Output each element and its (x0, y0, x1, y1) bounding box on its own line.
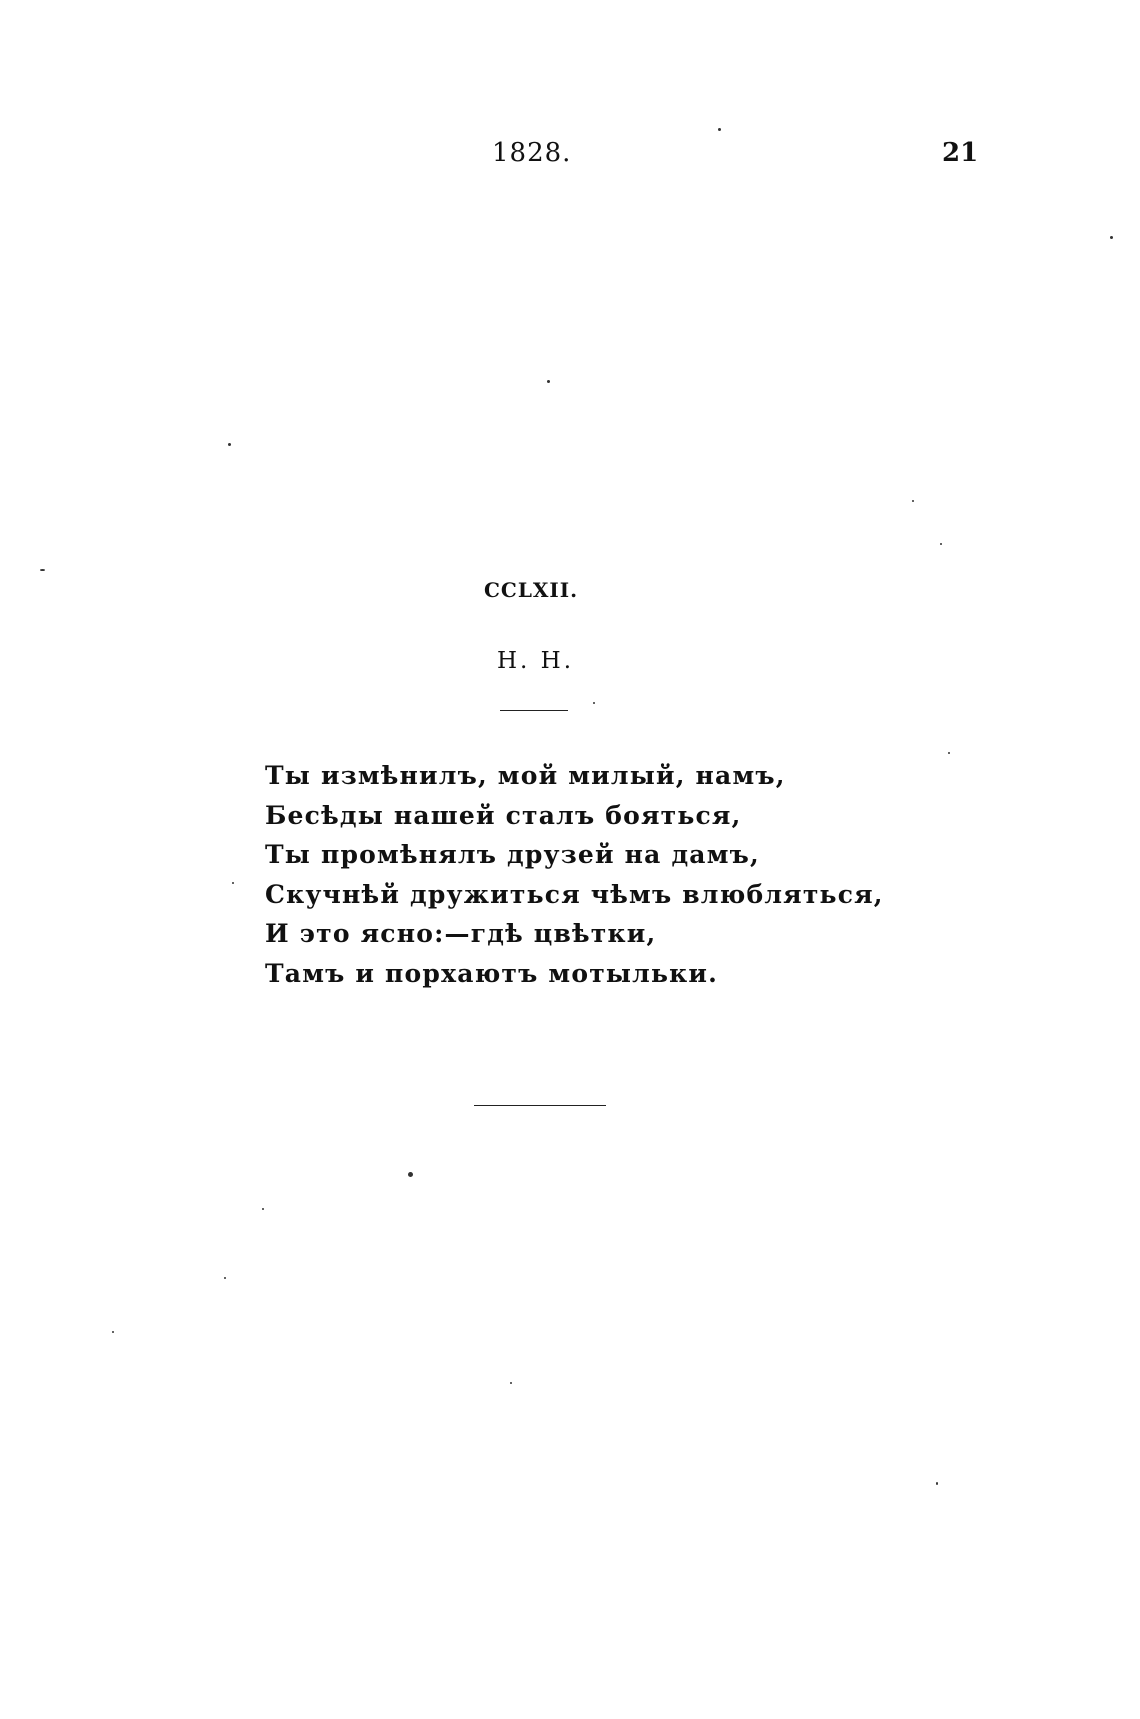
scan-speck (718, 128, 721, 131)
scan-speck (948, 752, 950, 754)
scan-speck (228, 443, 231, 446)
scan-speck (40, 569, 45, 571)
scan-speck (112, 1331, 114, 1333)
scan-speck (940, 543, 942, 545)
page-number: 21 (942, 138, 979, 168)
running-header-year: 1828. (492, 138, 572, 168)
scan-speck (547, 380, 550, 383)
poem-line: Бесѣды нашей сталъ бояться, (265, 800, 742, 830)
scan-speck (232, 882, 234, 884)
poem-text (265, 756, 884, 993)
title-divider (500, 710, 568, 711)
poem-dedication: Н. Н. (497, 648, 575, 674)
poem-line: Скучнѣй дружиться чѣмъ влюбляться, (265, 879, 884, 909)
scan-speck (936, 1482, 938, 1485)
poem-line: И это ясно:—гдѣ цвѣтки, (265, 919, 657, 948)
scan-speck (262, 1208, 264, 1210)
scan-speck (510, 1382, 512, 1384)
scan-speck (912, 500, 914, 502)
scan-speck (408, 1172, 413, 1177)
scan-speck (593, 702, 595, 704)
poem-number: CCLXII. (484, 578, 579, 602)
scan-speck (1110, 236, 1113, 239)
scan-speck (224, 1277, 226, 1279)
poem-line: Ты промѣнялъ друзей на дамъ, (265, 840, 760, 869)
poem-line: Тамъ и порхаютъ мотыльки. (265, 958, 719, 988)
end-divider (474, 1105, 606, 1106)
poem-line: Ты измѣнилъ, мой милый, намъ, (265, 761, 786, 790)
